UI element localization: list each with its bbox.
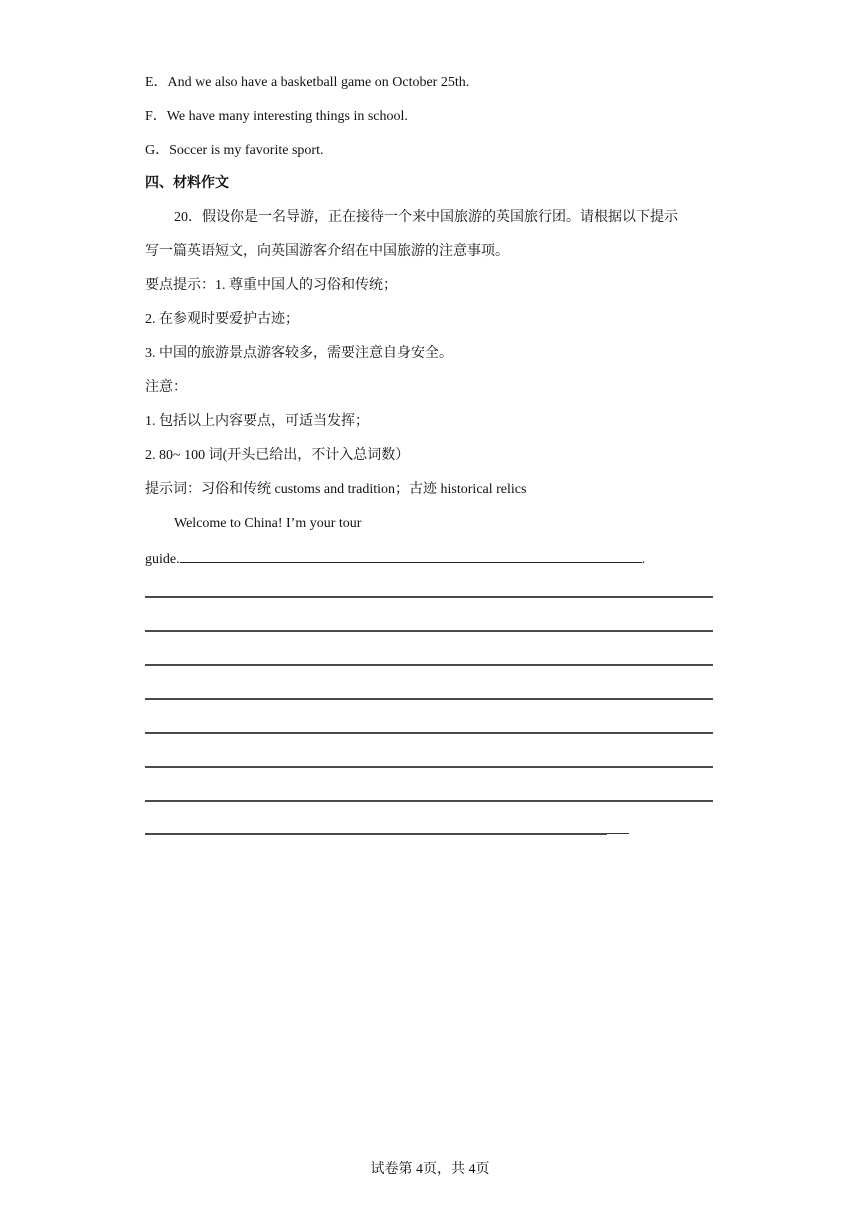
notes-label: 注意： [145,380,187,395]
guide-word: guide. [145,552,180,567]
option-e: E．And we also have a basketball game on October 25th. [145,75,470,90]
guide-end: . [641,552,646,567]
point-2: 2. 在参观时要爱护古迹； [145,312,299,327]
note-2: 2. 80~ 100 词(开头已给出，不计入总词数） [145,448,410,463]
point-3: 3. 中国的旅游景点游客较多，需要注意自身安全。 [145,346,453,361]
option-g: G．Soccer is my favorite sport. [145,143,324,158]
question-line-2: 写一篇英语短文，向英国游客介绍在中国旅游的注意事项。 [145,244,509,259]
opening-sentence: Welcome to China! I’m your tour [174,516,362,531]
answer-line[interactable] [145,698,713,700]
note-1: 1. 包括以上内容要点，可适当发挥； [145,414,369,429]
option-f: F．We have many interesting things in school. [145,109,408,124]
answer-line[interactable] [145,630,713,632]
answer-line-tail [607,833,629,834]
answer-line[interactable] [145,596,713,598]
hint-words: 提示词：习俗和传统 customs and tradition；古迹 historical relics [145,482,527,497]
points-label: 要点提示：1. 尊重中国人的习俗和传统； [145,278,397,293]
answer-line[interactable] [145,800,713,802]
answer-line[interactable] [145,732,713,734]
answer-line-last[interactable] [145,833,607,835]
answer-line[interactable] [145,766,713,768]
page-footer: 试卷第 4页，共 4页 [370,1162,490,1177]
question-line-1: 20．假设你是一名导游，正在接待一个来中国旅游的英国旅行团。请根据以下提示 [174,210,678,225]
answer-line[interactable] [145,664,713,666]
guide-line [145,548,645,570]
section-heading: 四、材料作文 [145,176,229,191]
answer-blank-inline[interactable] [180,548,642,563]
